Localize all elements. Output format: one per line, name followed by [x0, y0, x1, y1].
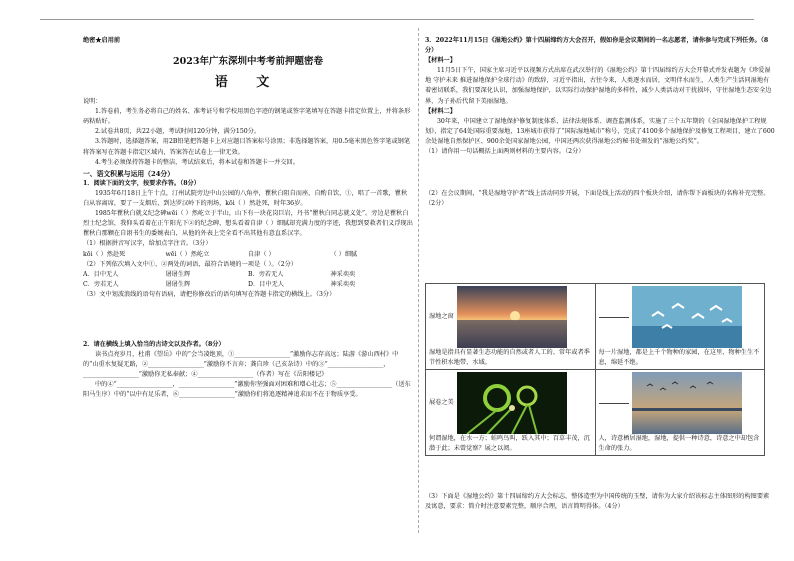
- instructions-label: 说明：: [83, 98, 102, 106]
- board-text: 湿地是指具有显著生态功能的自然或者人工的、常年或者季节性积水地带、水域。: [429, 349, 590, 366]
- pinyin-blank[interactable]: （ ）细腻: [330, 250, 358, 258]
- option: 神采奕奕: [330, 280, 356, 288]
- left-column: [83, 24, 413, 401]
- q1-paragraph: 1935年6月18日上午十点，汀州试院旁边中山公园的八角亭，瞿秋白阻自而座，自酌自饮，①，唱了一首歌，瞿秋白从容离席，要了一支烟后，到达罗汉岭下的刑场，kōi（ ）然赴死，时年36岁。: [83, 189, 408, 208]
- instruction-item: 3.答题时，选择题答案，用2B铅笔把答题卡上对应题目答案标号涂黑；非选择题答案，用0.5毫米黑色签字笔或钢笔将答案写在答题卡指定区域内，答案答在试卷上一律无效。: [83, 138, 411, 156]
- material-1-label: 【材料一】: [425, 57, 456, 65]
- option[interactable]: D．目中无人: [248, 280, 284, 288]
- top-rule: [40, 19, 754, 20]
- instruction-item: 4.考生必须保持答题卡的整洁，考试结束后，将本试卷和答题卡一并交回。: [95, 158, 299, 166]
- option: 屠屠生辉: [165, 270, 191, 278]
- column-divider: [418, 28, 419, 533]
- q1-pinyin-row: [83, 250, 413, 260]
- q1-option-row: [83, 280, 413, 290]
- secret-mark: 绝密★启用前: [83, 37, 121, 44]
- q1-sub2: （2）下列依次填入文中①、②两处的词语，最符合语境的一项是（ ）。（2分）: [83, 260, 298, 268]
- board-text: 每一片湿地，都是上千个物种的家园，在这里，物种生生不息，绵延不绝。: [598, 349, 760, 366]
- board-name-blank[interactable]: [599, 403, 629, 404]
- right-column: [425, 24, 775, 209]
- q3-sub2: （2）在会议期间，“我是湿地守护者”线上活动同步开展，下面是线上活动的四个板块介绍，请你帮下面板块的名称补充完整。（2分）: [425, 190, 770, 208]
- board-label: 湿地之窗: [429, 313, 454, 321]
- fern-image: [457, 372, 567, 434]
- board-text: 人，诗意栖居湿地，湿地，提供一种诗意，诗意之中却包含生命的张力。: [598, 435, 760, 452]
- section-heading: 一、语文积累与运用（24分）: [83, 169, 175, 178]
- pinyin-blank[interactable]: kōi（ ）然赴死: [83, 250, 126, 258]
- lake-birds-image: [632, 372, 742, 434]
- question-2-title: 2．请在横线上填入恰当的古诗文以及作者。（8分）: [83, 340, 225, 348]
- subject-title: 语 文: [214, 75, 282, 91]
- instruction-item: 2.试卷共8页，共22小题，考试时间120分钟，满分150分。: [95, 128, 261, 136]
- option: 神采奕奕: [330, 270, 356, 278]
- board-label: 展卷之美: [429, 399, 454, 407]
- wetland-board-grid: [425, 283, 765, 456]
- board-cell-poetry: [595, 370, 765, 456]
- birds-over-water-image: [632, 286, 742, 348]
- board-cell-window: [426, 284, 596, 370]
- q1-sub3: （3）文中划波浪线的语句有语病，请把你修改后的语句填写在答题卡指定的横线上。（3分）: [83, 290, 336, 298]
- material-2-text: 30年来，中国建立了湿地保护修复制度体系、法律法规体系、调查监测体系，实施了三个五年期的《全国湿地保护工程规划》，指定了64处国际重要湿地，13座城市获得了“国际湿地城市”称号，完成了4100多个湿地保护及修复工程项目，建立了600余处湿地自然保护区、900余处国家湿地公园，中国还两次获得湿地公约秘书处颁发的“湿地公约奖”。: [425, 117, 775, 145]
- board-name-blank[interactable]: [599, 317, 629, 318]
- question-1-title: 1．阅读下面的文字，按要求作答。（8分）: [83, 179, 200, 187]
- question-3-title: 3．2022年11月15日《湿地公约》第十四届缔约方大会召开，假如你是会议期间的一名志愿者，请你参与完成下列任务。（8分）: [425, 37, 769, 55]
- q2-line: 读书点亮岁月，杜甫《望岳》中的“会当凌绝顶，①__________________”激励你志存高远；陆游《游山西村》中的“山重水复疑无路，②__________________”激励你不言弃；龚自珍（己亥杂诗）中的③“__________________，__________________”激励你无私奉献；④__________________（作者）写在《岳阳楼记》: [83, 351, 399, 379]
- material-2-label: 【材料二】: [425, 107, 456, 115]
- board-cell-scroll: [426, 370, 596, 456]
- q3-sub3: （3）下面是《湿地公约》第十四届缔约方大会标志，整体造型为中国传统的玉璧，请你为大家介绍该标志主体图形的构图要素及寓意，要求：简介时注意要素完整，顺序合理，语言简明得体。（4分）: [425, 493, 770, 511]
- q2-line: 中的④“__________________，__________________”激励你坚强面对困难和增心壮志；⑤__________________（送东阳马生序）中的“以中有足乐者，⑥__________________”激励你们将追逐精神追求而不在于物质享受。: [83, 381, 411, 399]
- option[interactable]: C．旁若无人: [83, 280, 119, 288]
- option: 屠屠生辉: [165, 280, 191, 288]
- material-1-text: 11月5日下午，国家主席习近平以视频方式出席在武汉举行的《湿地公约》第十四届缔约方大会开幕式并发表题为《珍爱湿地 守护未来 推进湿地保护全球行动》的致辞，习近平指出，古往今来，人类逐水而居，文明伴水而生，人类生产生活同湿地有着密切联系，我们要深化认识，加强湿地保护，以实际行动保护湿地的多样性，减少人类活动对干扰损坏，守住湿地生态安全边界，为子孙后代留下美丽湿地。: [425, 67, 772, 105]
- q3-sub1: （1）请你用一句话概括上面两则材料的主要内容。（2分）: [425, 148, 585, 156]
- board-text: 何谓湿地，在水一方；蛙鸣鸟叫，跃入其中；百草丰茂，沉潜于此；未曾觉察？展之以阅。: [429, 435, 590, 452]
- pinyin-blank[interactable]: wēi（ ）然屹立: [165, 250, 210, 258]
- q1-paragraph: 1985年瞿秋白就义纪念碑wēi（ ）然屹立于半山，山下有一块花岗巨岩，丹书“瞿秋白同志就义处”。旁边是瞿秋白烈士纪念馆，我仰头看着在正午阳光下②的纪念碑，想头看着自津（ ）细腻却充满力度的字迹，我想到要救者们义浮现出瞿秋白那颗在自诩书生的委婉表白，从他的外表上完全看不出其他有意直系汉字。: [83, 210, 413, 238]
- q1-sub1: （1）根据拼音写汉字，给加点字注音。（3分）: [83, 240, 212, 248]
- sunset-wetland-image: [457, 286, 567, 348]
- board-cell-birds: [595, 284, 765, 370]
- instruction-item: 1.答卷前，考生务必将自己的姓名、准考证号和学校用黑色字迹的钢笔或签字笔填写在答题卡指定位置上，并将条形码粘贴好。: [83, 108, 411, 126]
- q1-option-row: [83, 270, 413, 280]
- exam-title: 2023年广东深圳中考考前押题密卷: [173, 56, 323, 68]
- option[interactable]: B．旁若无人: [248, 270, 284, 278]
- option[interactable]: A．目中无人: [83, 270, 119, 278]
- pinyin-blank[interactable]: 自津（ ）: [248, 250, 275, 258]
